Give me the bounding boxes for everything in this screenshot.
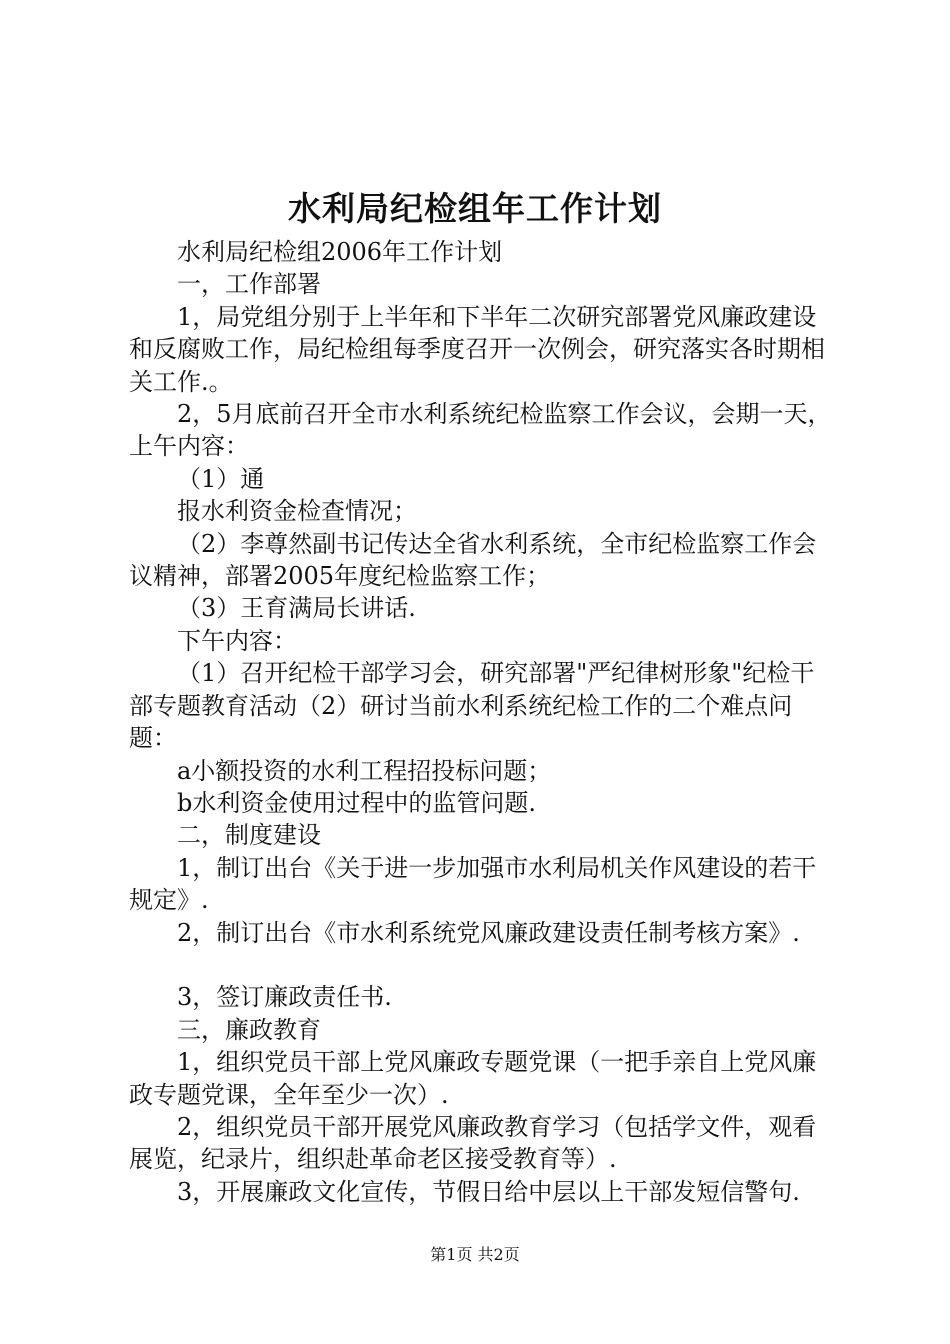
- paragraph: （2）李尊然副书记传达全省水利系统，全市纪检监察工作会议精神，部署2005年度纪检监察工作；: [129, 529, 817, 591]
- blank-line: [129, 949, 835, 981]
- paragraph: 报水利资金检查情况；: [177, 497, 417, 526]
- paragraph: （1）召开纪检干部学习会，研究部署"严纪律树形象"纪检干部专题教育活动（2）研讨当前水利系统纪检工作的二个难点问题：: [129, 659, 815, 753]
- paragraph: （1）通: [177, 464, 265, 493]
- paragraph: 二，制度建设: [177, 821, 321, 850]
- paragraph: 一，工作部署: [177, 270, 321, 299]
- paragraph: 2，5月底前召开全市水利系统纪检监察工作会议，会期一天，上午内容：: [129, 400, 832, 461]
- paragraph: 2，制订出台《市水利系统党风廉政建设责任制考核方案》.: [177, 918, 800, 947]
- paragraph: 三，廉政教育: [177, 1015, 321, 1044]
- paragraph: 3，签订廉政责任书.: [177, 983, 392, 1012]
- paragraph: （3）王育满局长讲话.: [177, 594, 416, 623]
- paragraph: 3，开展廉政文化宣传，节假日给中层以上干部发短信警句.: [177, 1177, 800, 1206]
- paragraph: 2，组织党员干部开展党风廉政教育学习（包括学文件，观看展览，纪录片，组织赴革命老区接受教育等）.: [129, 1112, 817, 1174]
- document-body: [129, 236, 835, 1208]
- paragraph: 水利局纪检组2006年工作计划: [177, 238, 503, 266]
- paragraph: 1，局党组分别于上半年和下半年二次研究部署党风廉政建设和反腐败工作，局纪检组每季度召开一次例会，研究落实各时期相关工作.。: [129, 302, 825, 396]
- paragraph: a小额投资的水利工程招投标问题；: [177, 756, 552, 785]
- paragraph: 1，组织党员干部上党风廉政专题党课（一把手亲自上党风廉政专题党课，全年至少一次）.: [129, 1048, 817, 1109]
- page-footer: 第1页 共2页: [430, 1245, 520, 1264]
- paragraph: 1，制订出台《关于进一步加强市水利局机关作风建设的若干规定》.: [129, 853, 817, 915]
- paragraph: b水利资金使用过程中的监管问题.: [177, 788, 536, 817]
- paragraph: 下午内容：: [177, 626, 297, 655]
- document-title: 水利局纪检组年工作计划: [288, 189, 662, 228]
